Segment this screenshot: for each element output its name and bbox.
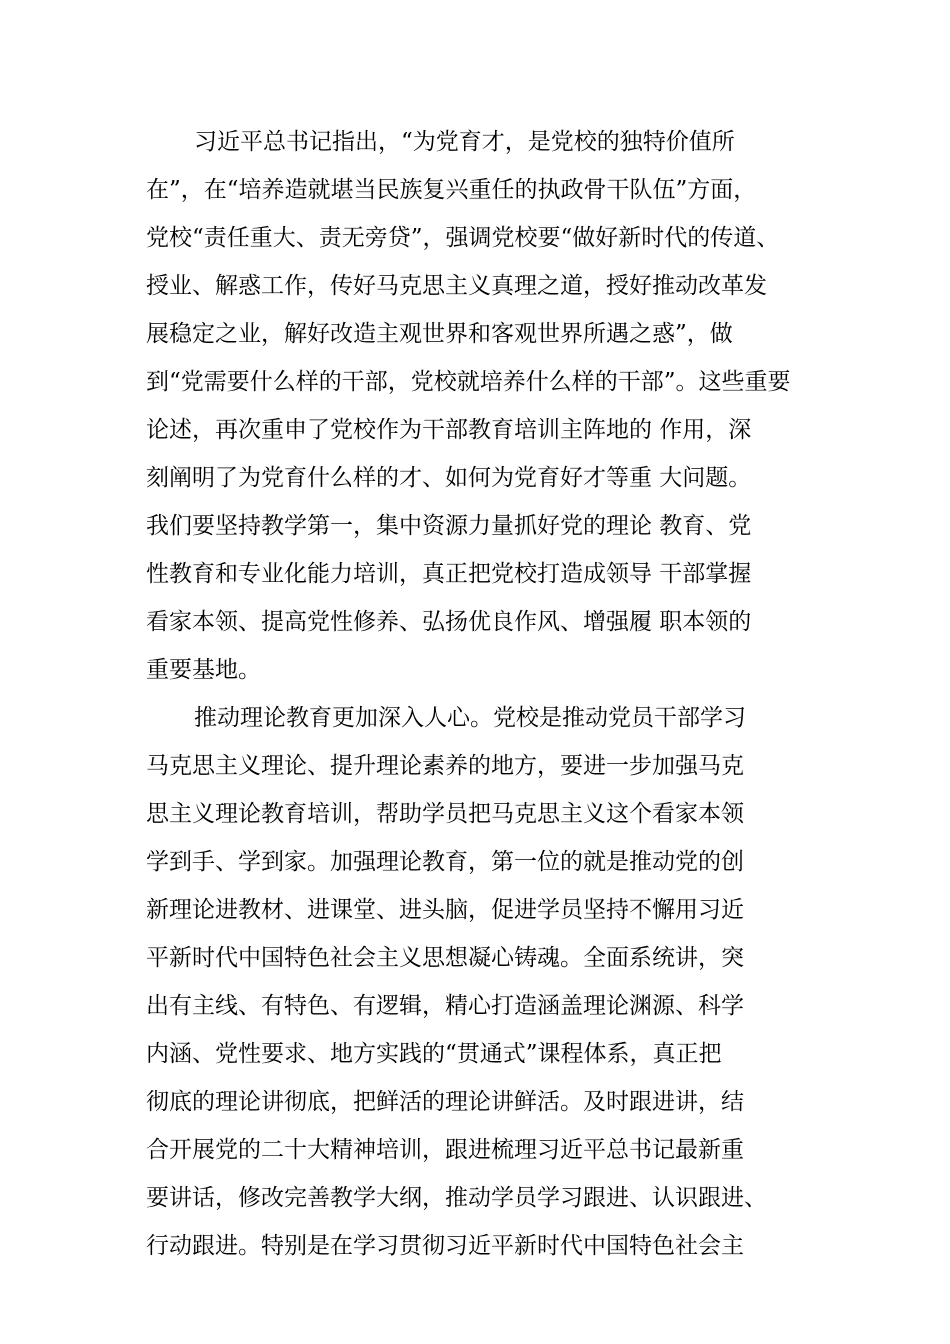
paragraph-line: 思主义理论教育培训，帮助学员把马克思主义这个看家本领: [146, 801, 744, 827]
paragraph-line: 性教育和专业化能力培训，真正把党校打造成领导 干部掌握: [146, 561, 752, 587]
document-body: [146, 118, 846, 1270]
paragraph-2: [146, 694, 846, 1270]
paragraph-line: 习近平总书记指出，“为党育才，是党校的独特价值所: [194, 129, 735, 155]
paragraph-line: 刻阐明了为党育什么样的才、如何为党育好才等重 大问题。: [146, 465, 752, 491]
paragraph-line: 看家本领、提高党性修养、弘扬优良作风、增强履 职本领的: [146, 609, 752, 635]
paragraph-line: 推动理论教育更加深入人心。党校是推动党员干部学习: [194, 705, 746, 731]
paragraph-line: 合开展党的二十大精神培训，跟进梳理习近平总书记最新重: [146, 1137, 744, 1163]
paragraph-line: 在”，在“培养造就堪当民族复兴重任的执政骨干队伍”方面，: [146, 177, 757, 203]
paragraph-line: 新理论进教材、进课堂、进头脑，促进学员坚持不懈用习近: [146, 897, 744, 923]
paragraph-line: 党校“责任重大、责无旁贷”，强调党校要“做好新时代的传道、: [146, 225, 780, 251]
paragraph-line: 学到手、学到家。加强理论教育，第一位的就是推动党的创: [146, 849, 744, 875]
paragraph-line: 重要基地。: [146, 657, 261, 683]
paragraph-line: 展稳定之业，解好改造主观世界和客观世界所遇之惑”，做: [146, 321, 733, 347]
paragraph-line: 我们要坚持教学第一，集中资源力量抓好党的理论 教育、党: [146, 513, 752, 539]
paragraph-line: 出有主线、有特色、有逻辑，精心打造涵盖理论渊源、科学: [146, 993, 744, 1019]
paragraph-line: 内涵、党性要求、地方实践的“贯通式”课程体系，真正把: [146, 1041, 722, 1067]
paragraph-line: 要讲话，修改完善教学大纲，推动学员学习跟进、认识跟进、: [146, 1185, 767, 1211]
paragraph-line: 行动跟进。特别是在学习贯彻习近平新时代中国特色社会主: [146, 1233, 744, 1259]
paragraph-line: 授业、解惑工作，传好马克思主义真理之道，授好推动改革发: [146, 273, 767, 299]
paragraph-1: [146, 118, 846, 694]
paragraph-line: 论述，再次重申了党校作为干部教育培训主阵地的 作用，深: [146, 417, 752, 443]
paragraph-line: 平新时代中国特色社会主义思想凝心铸魂。全面系统讲，突: [146, 945, 744, 971]
paragraph-line: 彻底的理论讲彻底，把鲜活的理论讲鲜活。及时跟进讲，结: [146, 1089, 744, 1115]
paragraph-line: 马克思主义理论、提升理论素养的地方，要进一步加强马克: [146, 753, 744, 779]
paragraph-line: 到“党需要什么样的干部，党校就培养什么样的干部”。这些重要: [146, 369, 791, 395]
